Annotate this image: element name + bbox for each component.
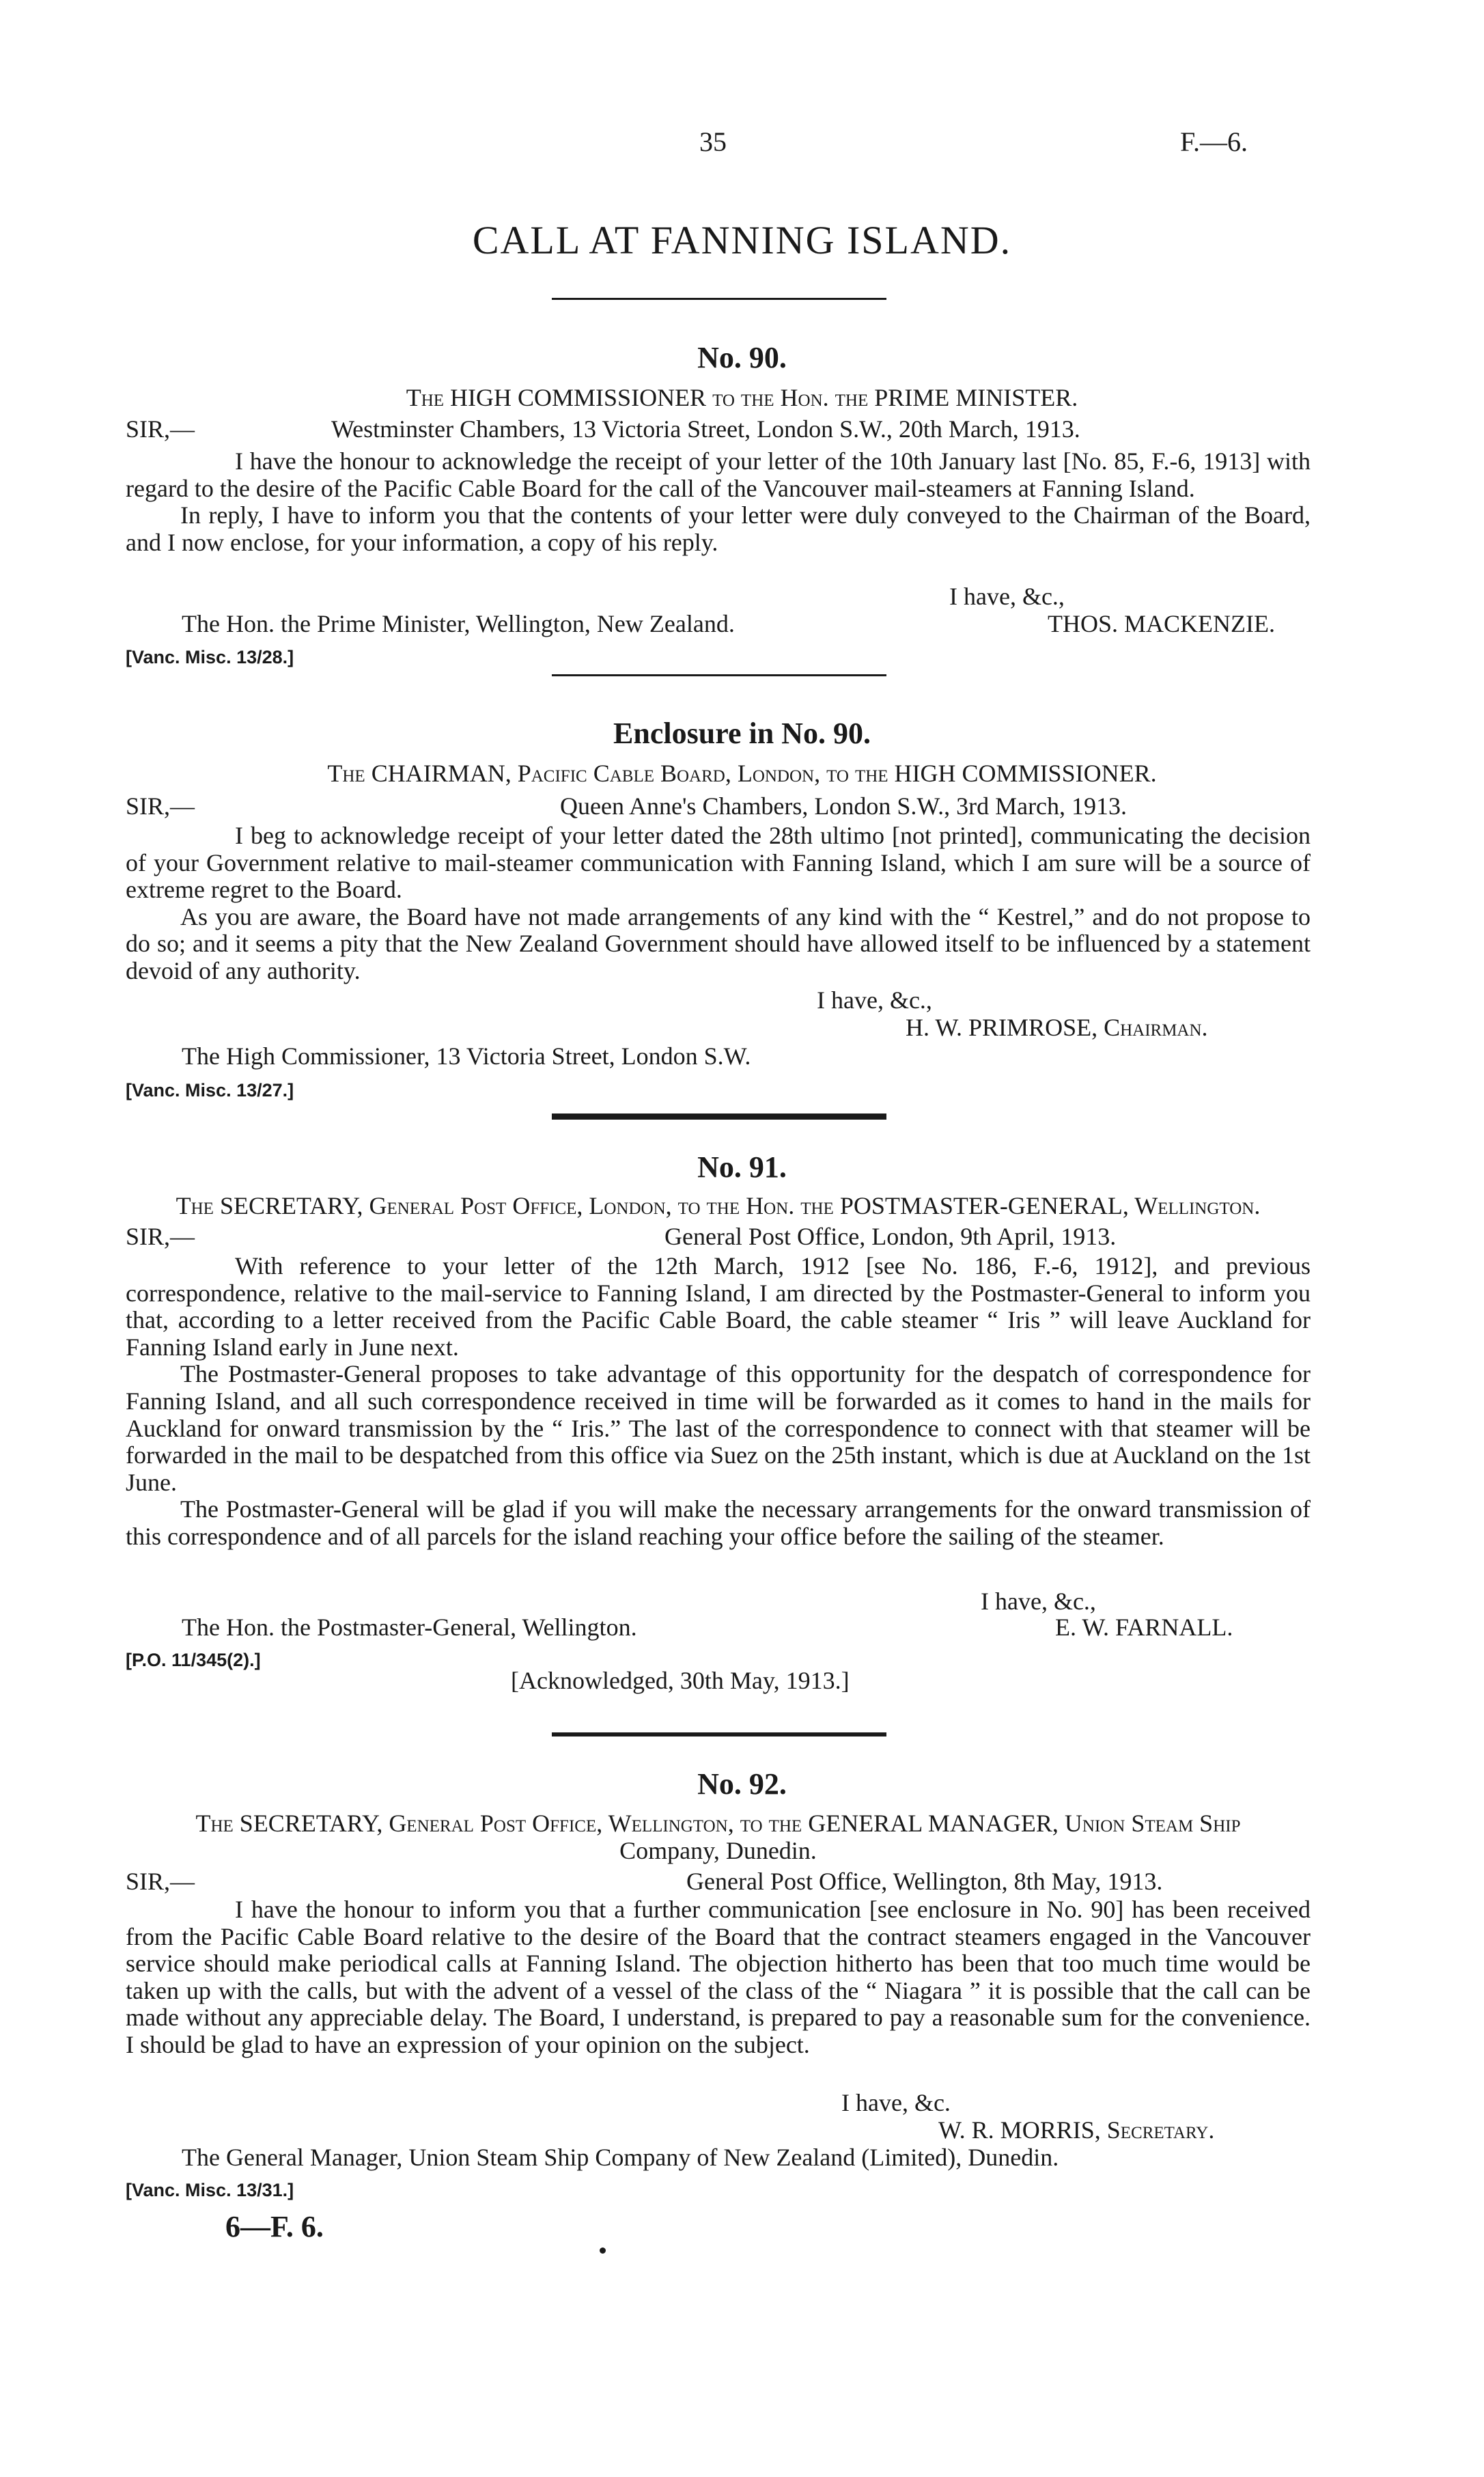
ink-dot bbox=[600, 2247, 606, 2254]
letter-91-acknowledged: [Acknowledged, 30th May, 1913.] bbox=[511, 1667, 850, 1694]
signature-mark: 6—F. 6. bbox=[225, 2210, 324, 2243]
letter-91-paragraph-1: With reference to your letter of the 12th March, 1912 [see No. 186, F.-6, 1912], and previous correspondence, relative to the mail-service to Fanning Island, I am directed by the Postmaster-General to inform you that, according to a letter received from the Pacific Cable Board, the cable steamer “ Iris ” will leave Auckland for Fanning Island early in June next. bbox=[126, 1252, 1311, 1361]
letter-90-paragraph-2: In reply, I have to inform you that the contents of your letter were duly conveyed to the Chairman of the Board, and I now enclose, for your information, a copy of his reply. bbox=[126, 501, 1311, 556]
letter-90-body bbox=[126, 448, 1311, 556]
letter-90-address: Westminster Chambers, 13 Victoria Street, London S.W., 20th March, 1913. bbox=[331, 415, 1080, 443]
enclosure-90-signature: H. W. PRIMROSE, Chairman. bbox=[906, 1014, 1208, 1041]
document-code: F.—6. bbox=[1180, 126, 1248, 157]
enclosure-90-rule bbox=[552, 1113, 886, 1120]
letter-92-from-to-line-1: The SECRETARY, General Post Office, Wellington, to the GENERAL MANAGER, Union Steam Ship bbox=[195, 1810, 1241, 1837]
letter-90-closing: I have, &c., bbox=[949, 583, 1065, 610]
letter-91-signature: E. W. FARNALL. bbox=[1055, 1614, 1233, 1641]
page-title: CALL AT FANNING ISLAND. bbox=[472, 218, 1012, 262]
letter-92-file-reference: [Vanc. Misc. 13/31.] bbox=[126, 2180, 294, 2200]
letter-90-paragraph-1: I have the honour to acknowledge the receipt of your letter of the 10th January last [No. 85, F.-6, 1913] with regard to the desire of the Pacific Cable Board for the call of the Vancouver mail-steamers at Fanning Island. bbox=[126, 447, 1311, 502]
letter-92-paragraph-1: I have the honour to inform you that a further communication [see enclosure in No. 90] has been received from the Pacific Cable Board relative to the desire of the Board that the contract steamers engaged in the Vancouver service should make periodical calls at Fanning Island. The objection hitherto has been that too much time would be taken up with the calls, but with the advent of a vessel of the class of the “ Niagara ” it is possible that the call can be made without any appreciable delay. The Board, I understand, is prepared to pay a reasonable sum for the convenience. I should be glad to have an expression of your opinion on the subject. bbox=[126, 1896, 1311, 2058]
letter-90-from-to: The HIGH COMMISSIONER to the Hon. the PRIME MINISTER. bbox=[406, 384, 1078, 411]
letter-92-salutation: SIR,— bbox=[126, 1868, 195, 1895]
letter-90-heading: No. 90. bbox=[697, 341, 787, 374]
enclosure-90-paragraph-1: I beg to acknowledge receipt of your letter dated the 28th ultimo [not printed], communicating the decision of your Government relative to mail-steamer communication with Fanning Island, which I am sure will be a source of extreme regret to the Board. bbox=[126, 822, 1311, 904]
enclosure-90-body bbox=[126, 822, 1311, 985]
letter-90-rule bbox=[552, 674, 886, 676]
enclosure-90-heading: Enclosure in No. 90. bbox=[613, 717, 871, 750]
enclosure-90-address: Queen Anne's Chambers, London S.W., 3rd March, 1913. bbox=[560, 792, 1128, 820]
letter-91-from-to: The SECRETARY, General Post Office, London, to the Hon. the POSTMASTER-GENERAL, Wellington. bbox=[176, 1192, 1261, 1219]
letter-91-heading: No. 91. bbox=[697, 1150, 787, 1184]
enclosure-90-salutation: SIR,— bbox=[126, 792, 195, 820]
enclosure-90-from-to: The CHAIRMAN, Pacific Cable Board, London, to the HIGH COMMISSIONER. bbox=[327, 760, 1157, 787]
letter-92-closing: I have, &c. bbox=[841, 2089, 951, 2116]
letter-92-body bbox=[126, 1896, 1311, 2059]
letter-91-paragraph-3: The Postmaster-General will be glad if you will make the necessary arrangements for the onward transmission of this correspondence and of all parcels for the island reaching your office before the sailing of the steamer. bbox=[126, 1495, 1311, 1550]
letter-90-signature: THOS. MACKENZIE. bbox=[1048, 610, 1275, 637]
letter-91-paragraph-2: The Postmaster-General proposes to take advantage of this opportunity for the despatch of correspondence for Fanning Island, and all such correspondence received in time will be forwarded as it comes to hand in the mails for Auckland for onward transmission by the “ Iris.” The last of the correspondence to connect with that steamer will be forwarded in the mail to be despatched from this office via Suez on the 25th instant, which is due at Auckland on the 1st June. bbox=[126, 1360, 1311, 1496]
letter-91-address: General Post Office, London, 9th April, 1913. bbox=[664, 1223, 1117, 1250]
letter-91-closing: I have, &c., bbox=[981, 1588, 1096, 1615]
letter-92-from-to-line-2: Company, Dunedin. bbox=[619, 1837, 817, 1864]
letter-91-body bbox=[126, 1253, 1311, 1551]
enclosure-90-recipient: The High Commissioner, 13 Victoria Street, London S.W. bbox=[182, 1042, 751, 1070]
letter-92-heading: No. 92. bbox=[697, 1767, 787, 1801]
page-number: 35 bbox=[699, 126, 727, 157]
letter-92-recipient: The General Manager, Union Steam Ship Company of New Zealand (Limited), Dunedin. bbox=[182, 2144, 1059, 2171]
letter-90-salutation: SIR,— bbox=[126, 415, 195, 443]
letter-90-recipient: The Hon. the Prime Minister, Wellington, New Zealand. bbox=[182, 610, 735, 637]
letter-92-address: General Post Office, Wellington, 8th May, 1913. bbox=[686, 1868, 1163, 1895]
letter-90-file-reference: [Vanc. Misc. 13/28.] bbox=[126, 647, 294, 667]
letter-92-signature: W. R. MORRIS, Secretary. bbox=[938, 2116, 1215, 2144]
letter-91-recipient: The Hon. the Postmaster-General, Wellington. bbox=[182, 1614, 637, 1641]
letter-91-salutation: SIR,— bbox=[126, 1223, 195, 1250]
letter-91-rule bbox=[552, 1732, 886, 1736]
enclosure-90-paragraph-2: As you are aware, the Board have not made arrangements of any kind with the “ Kestrel,” and do not propose to do so; and it seems a pity that the New Zealand Government should have allowed itself to be influenced by a statement devoid of any authority. bbox=[126, 902, 1311, 984]
enclosure-90-file-reference: [Vanc. Misc. 13/27.] bbox=[126, 1080, 294, 1101]
title-rule bbox=[552, 298, 886, 300]
enclosure-90-closing: I have, &c., bbox=[817, 986, 932, 1014]
letter-91-file-reference: [P.O. 11/345(2).] bbox=[126, 1650, 261, 1670]
